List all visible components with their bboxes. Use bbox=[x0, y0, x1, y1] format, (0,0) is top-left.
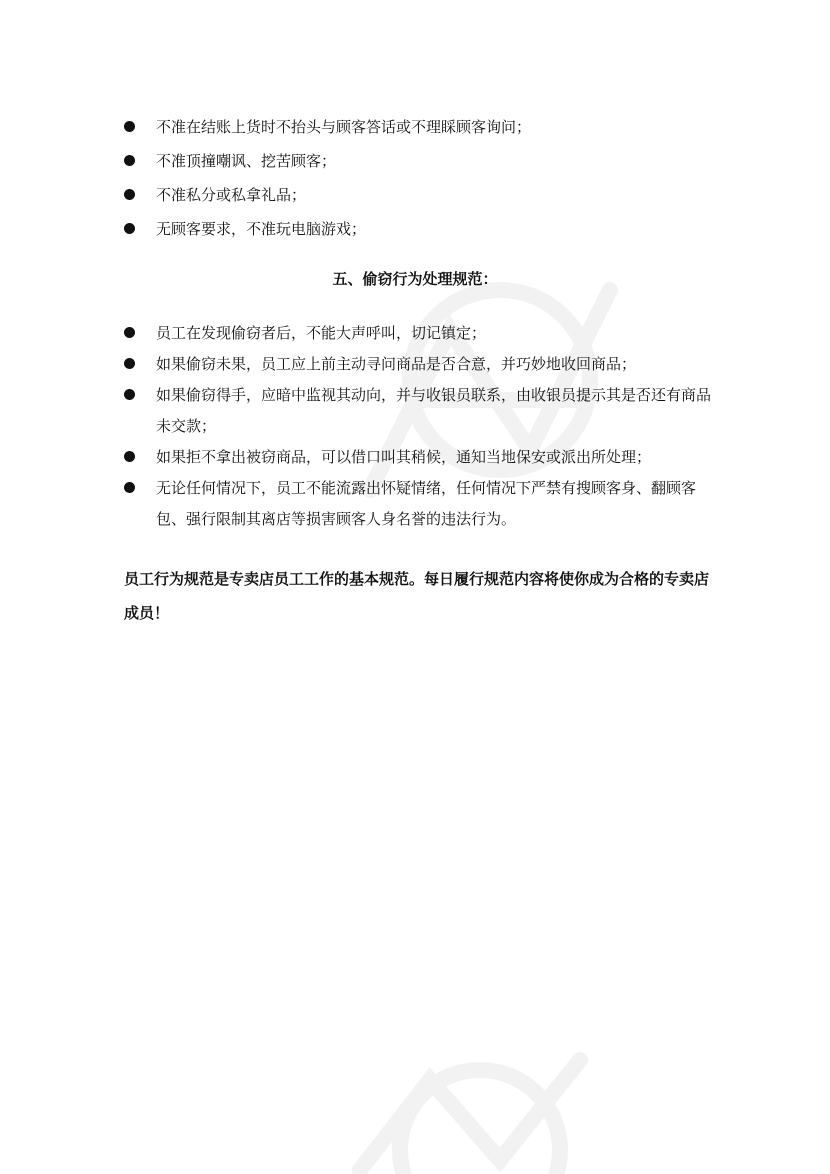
list-item-text: 无顾客要求，不准玩电脑游戏； bbox=[156, 220, 367, 238]
rules-list-top bbox=[124, 112, 714, 248]
theft-handling-list bbox=[124, 318, 714, 535]
bullet-icon bbox=[124, 358, 135, 369]
list-item-text: 不准顶撞嘲讽、挖苦顾客； bbox=[156, 152, 337, 170]
list-item bbox=[124, 318, 714, 349]
list-item bbox=[124, 146, 714, 176]
list-item bbox=[124, 349, 714, 380]
bullet-icon bbox=[124, 327, 135, 338]
bullet-icon bbox=[124, 223, 135, 234]
bullet-icon bbox=[124, 121, 135, 132]
bullet-icon bbox=[124, 482, 135, 493]
list-item-text: 如果偷窃未果，员工应上前主动寻问商品是否合意，并巧妙地收回商品； bbox=[156, 355, 637, 373]
section-heading: 五、偷窃行为处理规范： bbox=[332, 270, 498, 288]
list-item-text: 不准在结账上货时不抬头与顾客答话或不理睬顾客询问； bbox=[156, 118, 532, 136]
watermark-logo-bottom bbox=[330, 1040, 610, 1174]
list-item-text: 不准私分或私拿礼品； bbox=[156, 186, 307, 204]
list-item bbox=[124, 214, 714, 244]
list-item-text: 如果偷窃得手，应暗中监视其动向，并与收银员联系，由收银员提示其是否还有商品未交款； bbox=[156, 386, 712, 435]
list-item bbox=[124, 442, 714, 473]
list-item-text: 员工在发现偷窃者后，不能大声呼叫，切记镇定； bbox=[156, 324, 487, 342]
list-item bbox=[124, 180, 714, 210]
bullet-icon bbox=[124, 155, 135, 166]
list-item-text: 如果拒不拿出被窃商品，可以借口叫其稍候，通知当地保安或派出所处理； bbox=[156, 448, 652, 466]
list-item bbox=[124, 380, 714, 442]
closing-statement: 员工行为规范是专卖店员工工作的基本规范。每日履行规范内容将使你成为合格的专卖店成员！ bbox=[124, 570, 710, 622]
bullet-icon bbox=[124, 189, 135, 200]
list-item bbox=[124, 473, 714, 535]
list-item-text: 无论任何情况下，员工不能流露出怀疑情绪，任何情况下严禁有搜顾客身、翻顾客包、强行限制其离店等损害顾客人身名誉的违法行为。 bbox=[156, 479, 697, 528]
bullet-icon bbox=[124, 451, 135, 462]
bullet-icon bbox=[124, 389, 135, 400]
list-item bbox=[124, 112, 714, 142]
